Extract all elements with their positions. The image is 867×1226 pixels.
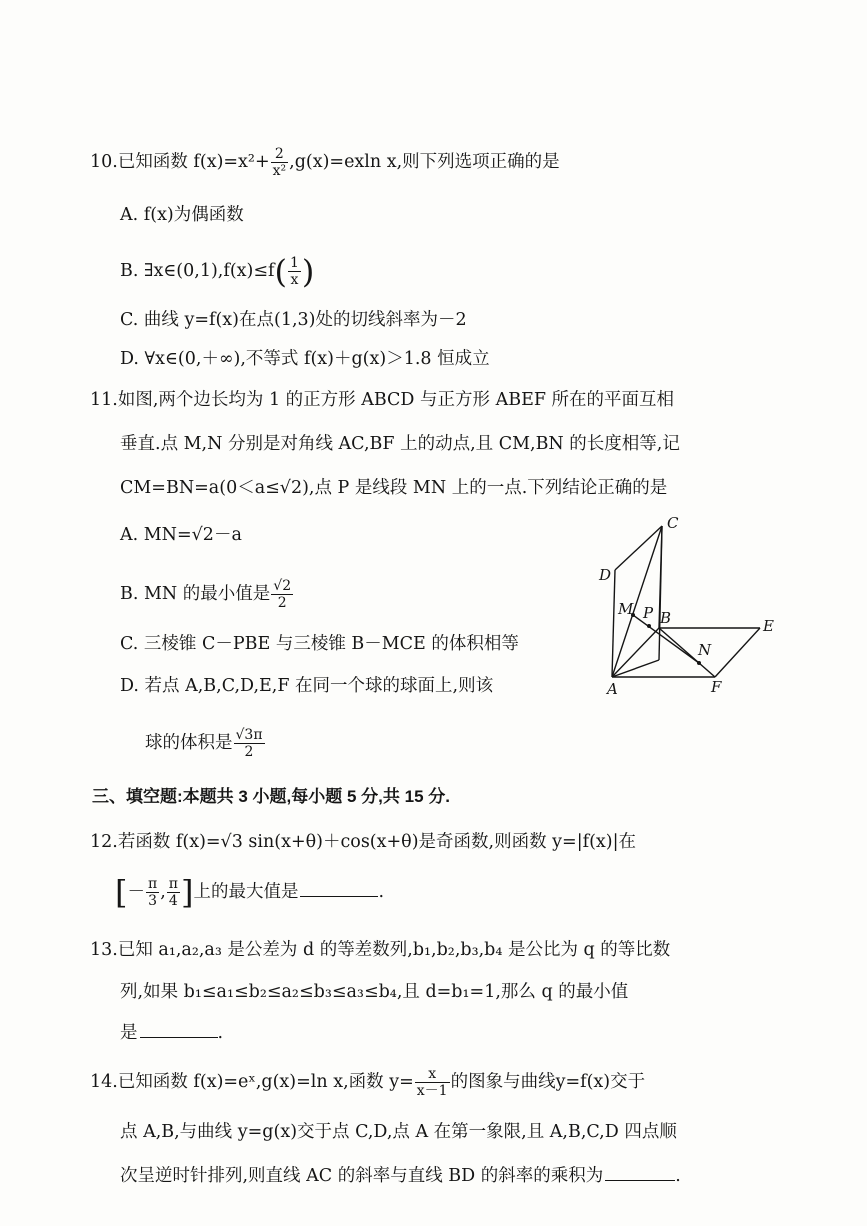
edge-fe bbox=[715, 628, 760, 677]
q10-option-b-num: 1 bbox=[289, 255, 299, 271]
q10-fraction bbox=[271, 146, 289, 179]
edge-da bbox=[612, 570, 615, 677]
q11-option-d-line2 bbox=[145, 727, 266, 760]
q11-figure bbox=[595, 512, 795, 702]
label-f: F bbox=[711, 678, 722, 696]
q11-stem-line1: 11.如图,两个边长均为 1 的正方形 ABCD 与正方形 ABEF 所在的平面互相 bbox=[90, 390, 675, 410]
seg-an bbox=[612, 660, 659, 677]
q10-stem-text-b: ,g(x)=exln x,则下列选项正确的是 bbox=[289, 152, 560, 173]
q12-stem-line2 bbox=[115, 873, 385, 912]
q11-option-d-fraction bbox=[234, 727, 265, 760]
q12-minus: － bbox=[127, 882, 145, 903]
q14-fraction bbox=[415, 1066, 450, 1099]
point-p bbox=[647, 624, 651, 628]
q10-option-b-text: B. ∃x∈(0,1),f(x)≤f bbox=[120, 261, 275, 282]
q13-stem-line3 bbox=[120, 1025, 223, 1043]
label-d: D bbox=[599, 566, 612, 584]
q14-line1-text-b: 的图象与曲线y=f(x)交于 bbox=[450, 1072, 646, 1093]
q11-option-d: D. 若点 A,B,C,D,E,F 在同一个球的球面上,则该 bbox=[120, 676, 494, 696]
q12-frac-2-num: π bbox=[168, 876, 178, 892]
q14-stem-line1 bbox=[90, 1066, 645, 1099]
edge-ab bbox=[612, 628, 659, 677]
q10-stem bbox=[90, 146, 560, 179]
q12-frac-1-num: π bbox=[147, 876, 158, 892]
q12-bracket-close: ] bbox=[180, 873, 194, 912]
q13-line3-text: 是 bbox=[120, 1023, 138, 1043]
q14-stem-line2: 点 A,B,与曲线 y=g(x)交于点 C,D,点 A 在第一象限,且 A,B,C,D 四点顺 bbox=[120, 1122, 677, 1142]
label-e: E bbox=[763, 617, 774, 635]
q14-stem-line3 bbox=[120, 1168, 681, 1186]
q10-option-b: B. ∃x∈(0,1),f(x)≤f( $\frac{1}{x}$ ) bbox=[120, 252, 315, 291]
q14-line3-text: 次呈逆时针排列,则直线 AC 的斜率与直线 BD 的斜率的乘积为 bbox=[120, 1166, 604, 1186]
q10-option-a: A. f(x)为偶函数 bbox=[120, 205, 244, 225]
q11-option-b bbox=[120, 578, 294, 611]
q11-stem-line2: 垂直.点 M,N 分别是对角线 AC,BF 上的动点,且 CM,BN 的长度相等,记 bbox=[120, 434, 680, 454]
q13-answer-blank[interactable] bbox=[140, 1036, 218, 1038]
q12-frac-2 bbox=[167, 876, 180, 909]
q14-frac-den: x－1 bbox=[416, 1083, 448, 1100]
q11-option-d-line2-text: 球的体积是 bbox=[145, 733, 233, 754]
q13-stem-line2: 列,如果 b₁≤a₁≤b₂≤a₂≤b₃≤a₃≤b₄,且 d=b₁=1,那么 q 的最小值 bbox=[120, 982, 629, 1002]
q11-option-d-den: 2 bbox=[244, 744, 254, 761]
q14-answer-blank[interactable] bbox=[605, 1179, 675, 1181]
q10-option-b-fraction bbox=[288, 255, 301, 288]
label-c: C bbox=[667, 514, 679, 532]
label-n: N bbox=[698, 641, 712, 659]
q12-end: . bbox=[378, 882, 385, 903]
q12-bracket-open: [ bbox=[115, 873, 128, 912]
q12-frac-1-den: 3 bbox=[148, 893, 158, 910]
q10-option-c: C. 曲线 y=f(x)在点(1,3)处的切线斜率为－2 bbox=[120, 310, 467, 330]
q10-option-b-den: x bbox=[290, 272, 299, 289]
q12-answer-blank[interactable] bbox=[300, 895, 378, 897]
q14-end: . bbox=[675, 1166, 681, 1186]
q12-comma: , bbox=[160, 882, 166, 903]
q10-option-d: D. ∀x∈(0,＋∞),不等式 f(x)＋g(x)＞1.8 恒成立 bbox=[120, 349, 490, 369]
q14-frac-num: x bbox=[415, 1066, 450, 1083]
q11-option-c: C. 三棱锥 C－PBE 与三棱锥 B－MCE 的体积相等 bbox=[120, 634, 519, 654]
q11-option-b-text: B. MN 的最小值是 bbox=[120, 584, 271, 605]
q12-frac-2-den: 4 bbox=[168, 893, 178, 910]
q12-tail-text: 上的最大值是 bbox=[193, 882, 299, 903]
label-m: M bbox=[618, 600, 634, 618]
label-b: B bbox=[660, 609, 672, 627]
point-n bbox=[697, 661, 701, 665]
q10-stem-text-a: 10.已知函数 f(x)=x²+ bbox=[90, 152, 270, 173]
q11-option-d-num: √3π bbox=[235, 727, 263, 743]
label-a: A bbox=[607, 680, 618, 698]
q11-stem-line3: CM=BN=a(0＜a≤√2),点 P 是线段 MN 上的一点.下列结论正确的是 bbox=[120, 478, 668, 498]
q13-end: . bbox=[217, 1023, 224, 1043]
q11-option-b-num: √2 bbox=[273, 578, 292, 594]
label-p: P bbox=[643, 604, 654, 622]
q11-option-b-fraction bbox=[271, 578, 293, 611]
q12-frac-1 bbox=[146, 876, 159, 909]
q10-frac-num: 2 bbox=[271, 146, 289, 163]
q11-option-a: A. MN=√2－a bbox=[120, 525, 242, 545]
q11-option-b-den: 2 bbox=[277, 595, 287, 612]
q10-frac-den: x² bbox=[272, 163, 287, 180]
q13-stem-line1: 13.已知 a₁,a₂,a₃ 是公差为 d 的等差数列,b₁,b₂,b₃,b₄ 是公比为 q 的等比数 bbox=[90, 940, 671, 960]
section-3-heading: 三、填空题:本题共 3 小题,每小题 5 分,共 15 分. bbox=[92, 787, 450, 806]
q14-line1-text-a: 14.已知函数 f(x)=eˣ,g(x)=ln x,函数 y= bbox=[90, 1072, 414, 1093]
q12-stem-line1: 12.若函数 f(x)=√3 sin(x+θ)＋cos(x+θ)是奇函数,则函数 y=|f(x)|在 bbox=[90, 832, 636, 852]
